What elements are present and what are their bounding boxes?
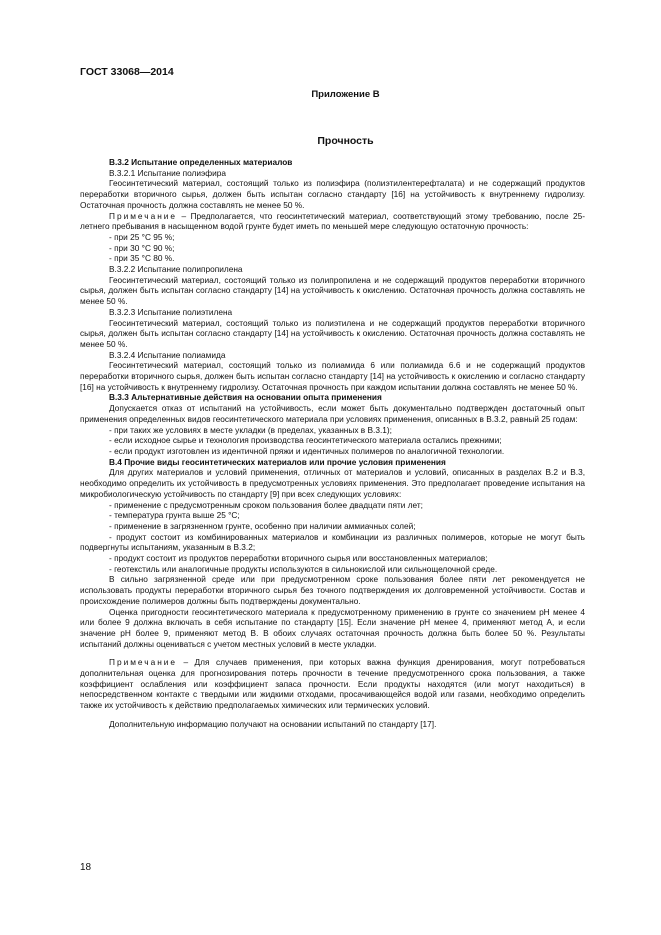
note-text: – Предполагается, что геосинтетический материал, соответствующий этому требованию, после 25-летнего пребывания в насыщенном водой грунте будет иметь по меньшей мере следующую остаточную прочность: <box>80 210 586 232</box>
list-item: - применение в загрязненном грунте, особенно при наличии аммиачных солей; <box>109 520 416 531</box>
note-drainage <box>80 657 585 711</box>
subheading-b321: В.3.2.1 Испытание полиэфира <box>109 167 226 178</box>
list-item: - продукт состоит из комбинированных материалов и комбинации из различных полимеров, которые не могут быть подвергнуты испытаниям, указанным в В.3.2; <box>80 531 585 553</box>
list-item: - температура грунта выше 25 °С; <box>109 510 240 521</box>
heading-b33: В.3.3 Альтернативные действия на основании опыта применения <box>109 392 382 403</box>
list-item: - при таких же условиях в месте укладки (в пределах, указанных в В.3.1); <box>109 424 392 435</box>
subheading-b323: В.3.2.3 Испытание полиэтилена <box>109 306 233 317</box>
note-label: Примечание <box>109 210 178 221</box>
subheading-b322: В.3.2.2 Испытание полипропилена <box>109 264 243 275</box>
note-polyester <box>80 211 585 232</box>
list-item: - при 25 °С 95 %; <box>109 231 175 242</box>
list-item: - при 30 °С 90 %; <box>109 242 175 253</box>
page-number: 18 <box>80 862 92 873</box>
paragraph-ph-evaluation: Оценка пригодности геосинтетического материала к предусмотренному применению в грунте со значением рН менее 4 или более 9 должна включать в себя испытание по стандарту [15]. Если значение рН менее 4, применяют метод А, и если значение рН более 9, применяют метод В. В обоих случаях остаточная прочность должна быть более 50 %. Результаты испытаний должны оцениваться с учетом местных условий в месте укладки. <box>80 606 585 649</box>
body-text <box>80 157 585 730</box>
paragraph-polypropylene: Геосинтетический материал, состоящий только из полипропилена и не содержащий продуктов переработки вторичного сырья, должен быть испытан согласно стандарту [14] на устойчивость к окислению. Остаточная прочность должна составлять не менее 50 %. <box>80 274 585 307</box>
paragraph-polluted-environment: В сильно загрязненной среде или при предусмотренном сроке пользования более пяти лет рекомендуется не использовать продукты переработки вторичного сырья без точного подтверждения их долговременной устойчивости. Состав и происхождение полимеров должны быть подтверждены документально. <box>80 574 585 606</box>
document-code: ГОСТ 33068—2014 <box>80 66 174 78</box>
list-item: - при 35 °С 80 %. <box>109 253 175 264</box>
heading-b32: В.3.2 Испытание определенных материалов <box>109 157 293 167</box>
subheading-b324: В.3.2.4 Испытание полиамида <box>109 349 226 360</box>
paragraph-additional-info: Дополнительную информацию получают на основании испытаний по стандарту [17]. <box>109 718 437 729</box>
note-label: Примечание <box>109 657 178 668</box>
annex-label: Приложение В <box>311 89 380 100</box>
list-item: - продукт состоит из продуктов переработки вторичного сырья или восстановленных материалов; <box>109 553 488 564</box>
list-item: - если продукт изготовлен из идентичной пряжи и идентичных полимеров по аналогичной технологии. <box>109 445 505 456</box>
note-text: – Для случаев применения, при которых важна функция дренирования, могут потребоваться дополнительная оценка для прогнозирования потерь прочности в течение предусмотренного срока пользования, а также коэффициент ослабления или коэффициент запаса прочности. Если продукты находятся (или могут находиться) в непосредственном контакте с твердыми или жидкими отходами, просачивающейся водой или газами, необходимо определить также их устойчивость к действию предполагаемых химических или термических условий. <box>80 657 585 711</box>
list-item: - геотекстиль или аналогичные продукты используются в сильнокислой или сильнощелочной среде. <box>109 563 498 574</box>
paragraph-polyamide: Геосинтетический материал, состоящий только из полиамида 6 или полиамида 6.6 и не содержащий продуктов переработки вторичного сырья, должен быть испытан согласно стандарту [14] на устойчивость к окислению и согласно стандарту [16] на устойчивость к внутреннему гидролизу. Остаточная прочность при каждом испытании должна составлять не менее 50 %. <box>80 360 585 392</box>
section-title: Прочность <box>317 135 374 147</box>
paragraph-polyethylene: Геосинтетический материал, состоящий только из полиэтилена и не содержащий продуктов переработки вторичного сырья, должен быть испытан согласно стандарту [14] на устойчивость к окислению. Остаточная прочность должна составлять не менее 50 %. <box>80 317 585 349</box>
paragraph-other-materials: Для других материалов и условий применения, отличных от материалов и условий, описанных в разделах В.2 и В.3, необходимо определить их устойчивость в предусмотренных условиях применения. Это предполагает проведение испытания на микробиологическую устойчивость по стандарту [9] при всех следующих условиях: <box>80 467 585 499</box>
list-item: - применение с предусмотренным сроком пользования более двадцати пяти лет; <box>109 499 423 510</box>
heading-b4: В.4 Прочие виды геосинтетических материалов или прочие условия применения <box>109 456 446 467</box>
paragraph-polyester: Геосинтетический материал, состоящий только из полиэфира (полиэтилентерефталата) и не содержащий продуктов переработки вторичного сырья, должен быть испытан согласно стандарту [16] на устойчивость к внутреннему гидролизу. Остаточная прочность должна составлять не менее 50 %. <box>80 178 585 210</box>
paragraph-alternatives: Допускается отказ от испытаний на устойчивость, если может быть документально подтвержден достаточный опыт применения определенных видов геосинтетического материала при условиях применения, описанных в В.3.2, равный 25 годам: <box>80 403 585 424</box>
list-item: - если исходное сырье и технология производства геосинтетического материала остались прежними; <box>109 435 502 446</box>
